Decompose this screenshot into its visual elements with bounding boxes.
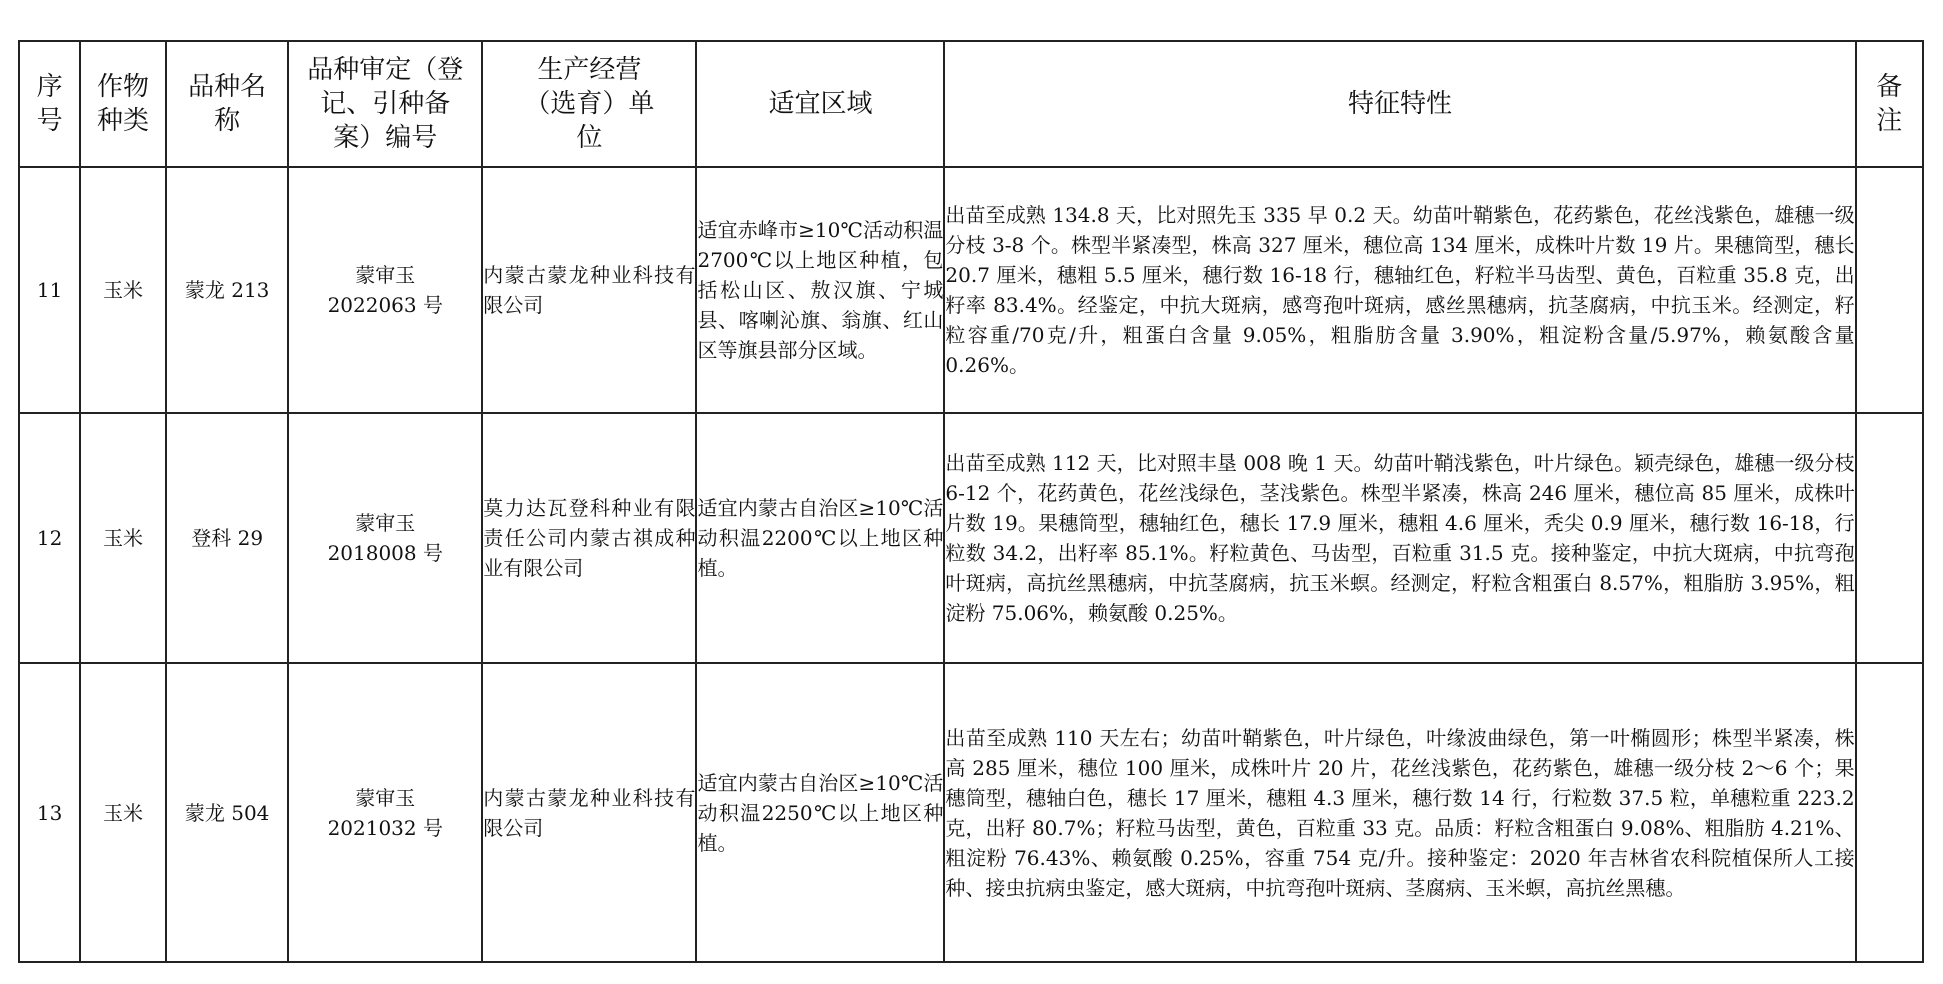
cell-crop: 玉米: [80, 413, 166, 663]
header-features: [944, 41, 1855, 167]
approval-no-text: 蒙审玉2022063 号: [327, 263, 443, 317]
cell-variety: 蒙龙 504: [166, 663, 288, 962]
cell-features: 出苗至成熟 134.8 天，比对照先玉 335 早 0.2 天。幼苗叶鞘紫色，花药紫色，花丝浅紫色，雄穗一级分枝 3-8 个。株型半紧凑型，株高 327 厘米，穗位高 134 厘米，成株叶片数 19 片。果穗筒型，穗长 20.7 厘米，穗粗 5.5 厘米，穗行数 16-18 行，穗轴红色，籽粒半马齿型、黄色，百粒重 35.8 克，出籽率 83.4%。经鉴定，中抗大斑病，感弯孢叶斑病，感丝黑穗病，抗茎腐病，中抗玉米。经测定，籽粒容重/70克/升，粗蛋白含量 9.05%，粗脂肪含量 3.90%，粗淀粉含量/5.97%，赖氨酸含量 0.26%。: [944, 167, 1855, 413]
cell-variety: 蒙龙 213: [166, 167, 288, 413]
approval-no-text: 蒙审玉2018008 号: [327, 511, 443, 565]
header-crop-label: 作物种类: [97, 72, 150, 136]
header-variety: [166, 41, 288, 167]
cell-area: 适宜内蒙古自治区≥10℃活动积温2250℃以上地区种植。: [696, 663, 944, 962]
header-row: [19, 41, 1923, 167]
header-unit: [482, 41, 696, 167]
cell-note: [1856, 663, 1923, 962]
cell-approval-no: [288, 167, 482, 413]
header-seq-label: 序号: [36, 72, 63, 136]
approval-no-text: 蒙审玉2021032 号: [327, 785, 443, 840]
cell-features: 出苗至成熟 110 天左右；幼苗叶鞘紫色，叶片绿色，叶缘波曲绿色，第一叶椭圆形；株型半紧凑，株高 285 厘米，穗位 100 厘米，成株叶片 20 片，花丝浅紫色，花药紫色，雄穗一级分枝 2～6 个；果穗筒型，穗轴白色，穗长 17 厘米，穗粗 4.3 厘米，穗行数 14 行，行粒数 37.5 粒，单穗粒重 223.2 克，出籽 80.7%；籽粒马齿型，黄色，百粒重 33 克。品质：籽粒含粗蛋白 9.08%、粗脂肪 4.21%、粗淀粉 76.43%、赖氨酸 0.25%，容重 754 克/升。接种鉴定：2020 年吉林省农科院植保所人工接种、接虫抗病虫鉴定，感大斑病，中抗弯孢叶斑病、茎腐病、玉米螟，高抗丝黑穗。: [944, 663, 1855, 962]
cell-approval-no: [288, 663, 482, 962]
cell-unit: 内蒙古蒙龙种业科技有限公司: [482, 663, 696, 962]
header-crop: [80, 41, 166, 167]
cell-note: [1856, 167, 1923, 413]
cell-crop: 玉米: [80, 167, 166, 413]
cell-crop: 玉米: [80, 663, 166, 962]
cell-area: 适宜赤峰市≥10℃活动积温 2700℃以上地区种植，包括松山区、敖汉旗、宁城县、喀喇沁旗、翁旗、红山区等旗县部分区域。: [696, 167, 944, 413]
cell-unit: 莫力达瓦登科种业有限责任公司内蒙古祺成种业有限公司: [482, 413, 696, 663]
table-body: [19, 167, 1923, 962]
table-row: [19, 413, 1923, 663]
cell-note: [1856, 413, 1923, 663]
cell-approval-no: [288, 413, 482, 663]
header-note-label: 备注: [1876, 72, 1903, 136]
header-unit-label: 生产经营（选育）单位: [524, 55, 655, 153]
variety-table: [18, 40, 1924, 963]
cell-seq: 11: [19, 167, 80, 413]
table-row: [19, 663, 1923, 962]
header-approval-no-label: 品种审定（登记、引种备案）编号: [307, 55, 464, 153]
header-note: [1856, 41, 1923, 167]
cell-seq: 13: [19, 663, 80, 962]
table-header: [19, 41, 1923, 167]
cell-features: 出苗至成熟 112 天，比对照丰垦 008 晚 1 天。幼苗叶鞘浅紫色，叶片绿色。颖壳绿色，雄穗一级分枝 6-12 个，花药黄色，花丝浅绿色，茎浅紫色。株型半紧凑，株高 246 厘米，穗位高 85 厘米，成株叶片数 19。果穗筒型，穗轴红色，穗长 17.9 厘米，穗粗 4.6 厘米，秃尖 0.9 厘米，穗行数 16-18，行粒数 34.2，出籽率 85.1%。籽粒黄色、马齿型，百粒重 31.5 克。接种鉴定，中抗大斑病，中抗弯孢叶斑病，高抗丝黑穗病，中抗茎腐病，抗玉米螟。经测定，籽粒含粗蛋白 8.57%，粗脂肪 3.95%，粗淀粉 75.06%，赖氨酸 0.25%。: [944, 413, 1855, 663]
header-seq: [19, 41, 80, 167]
header-approval-no: [288, 41, 482, 167]
header-variety-label: 品种名称: [188, 72, 267, 136]
table-row: [19, 167, 1923, 413]
header-area: [696, 41, 944, 167]
header-area-label: 适宜区域: [768, 89, 873, 119]
header-features-label: 特征特性: [1348, 89, 1453, 119]
cell-unit: 内蒙古蒙龙种业科技有限公司: [482, 167, 696, 413]
cell-seq: 12: [19, 413, 80, 663]
cell-area: 适宜内蒙古自治区≥10℃活动积温2200℃以上地区种植。: [696, 413, 944, 663]
cell-variety: 登科 29: [166, 413, 288, 663]
